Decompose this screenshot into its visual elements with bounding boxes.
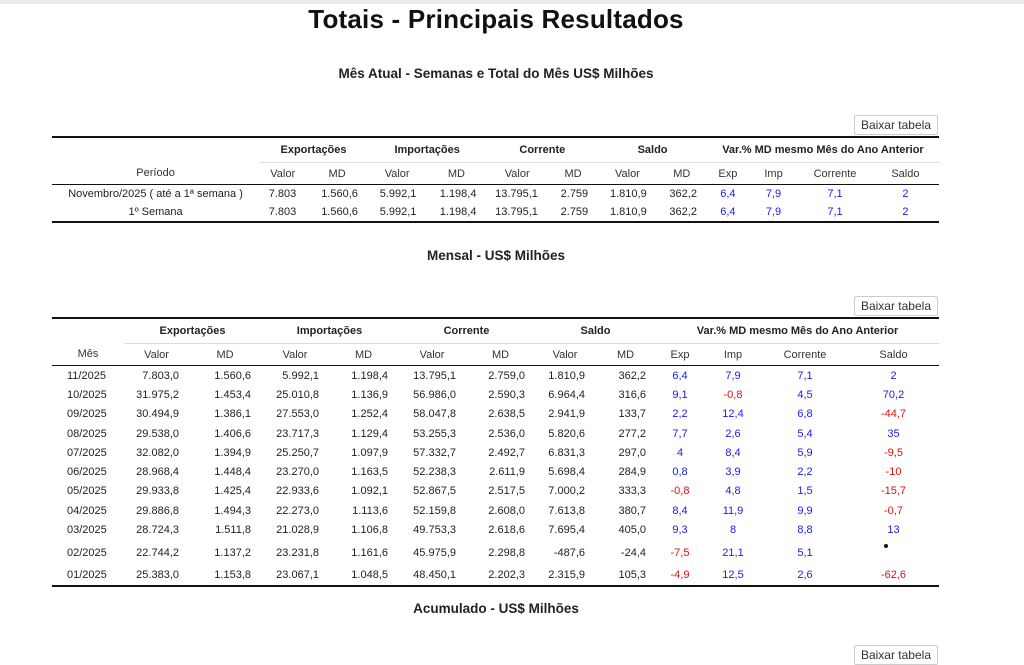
cell-exp-valor: 7.803,0 [142,369,179,382]
cell-cor-md: 2.638,5 [488,408,525,421]
col-header-sal-valor: Valor [535,344,595,366]
cell-cor-valor: 13.795,1 [495,188,538,200]
cell-sal-md: 284,9 [618,466,646,479]
cell-imp-md: 1.163,5 [351,466,388,479]
table-row [52,482,939,501]
cell-mes: 06/2025 [67,466,107,479]
cell-imp-md: 1.161,6 [351,546,388,559]
cell-cor-md: 2.298,8 [488,546,525,559]
cell-v-cor: 7,1 [827,206,843,218]
section-title-acumulado: Acumulado - US$ Milhões [413,601,579,616]
cell-exp-md: 1.386,1 [214,408,251,421]
cell-cor-valor: 56.986,0 [413,388,456,401]
cell-v-exp: 8,4 [672,504,688,517]
col-header-exp-md: MD [306,163,368,185]
col-header-sal-md: MD [657,163,707,185]
cell-exp-valor: 28.968,4 [136,466,179,479]
cell-v-cor: 7,1 [797,369,813,382]
group-exportacoes: Exportações [124,318,261,344]
cell-v-sal: -9,5 [884,446,903,459]
cell-imp-md: 1.106,8 [351,524,388,537]
cell-exp-md: 1.448,4 [214,466,251,479]
cell-v-cor: 4,5 [797,388,813,401]
cell-sal-md: 297,0 [618,446,646,459]
cell-mes: 07/2025 [67,446,107,459]
col-header-cor-valor: Valor [398,344,466,366]
cell-sal-md: 405,0 [618,524,646,537]
cell-v-imp: 21,1 [722,546,744,559]
cell-v-imp: 2,6 [725,427,741,440]
download-table-button[interactable]: Baixar tabela [854,115,938,135]
cell-imp-valor: 21.028,9 [276,524,319,537]
cell-sal-md: 277,2 [618,427,646,440]
cell-v-sal: 2 [902,188,909,200]
cell-v-imp: 7,9 [765,188,782,200]
cell-v-sal: -44,7 [880,408,907,421]
cell-imp-valor: 23.231,8 [276,546,319,559]
cell-imp-md: 1.048,5 [351,569,388,582]
cell-exp-valor: 29.538,0 [136,427,179,440]
cell-imp-valor: 25.010,8 [276,388,319,401]
cell-exp-valor: 7.803 [268,206,297,218]
cell-imp-md: 1.198,4 [439,206,477,218]
table-mensal [52,317,939,587]
col-header-exp-md: MD [189,344,261,366]
cell-imp-valor: 22.933,6 [276,485,319,498]
cell-exp-md: 1.560,6 [321,206,358,218]
cell-sal-valor: 7.000,2 [548,485,585,498]
dot-marker [884,544,888,548]
cell-imp-md: 1.129,4 [351,427,388,440]
cell-periodo: 1º Semana [128,206,183,218]
cell-v-sal: 13 [887,524,900,537]
blank-header [52,318,124,344]
cell-imp-valor: 5.992,1 [282,369,319,382]
cell-cor-md: 2.608,0 [488,504,525,517]
cell-imp-md: 1.092,1 [351,485,388,498]
col-header-cor-valor: Valor [486,163,547,185]
cell-cor-valor: 52.159,8 [413,504,456,517]
cell-v-sal: 2 [902,206,909,218]
table-row [52,185,939,204]
cell-mes: 05/2025 [67,485,107,498]
cell-v-sal: -15,7 [880,485,907,498]
cell-v-imp: 7,9 [725,369,741,382]
cell-mes: 02/2025 [67,546,107,559]
cell-v-cor: 7,1 [827,188,843,200]
cell-sal-md: 333,3 [618,485,646,498]
cell-v-sal: -62,6 [880,569,907,582]
cell-exp-valor: 25.383,0 [136,569,179,582]
cell-v-imp: 4,8 [725,485,741,498]
cell-v-sal: 70,2 [882,388,905,401]
table-row [52,540,939,566]
cell-cor-md: 2.759 [560,188,589,200]
group-saldo: Saldo [535,318,656,344]
cell-cor-valor: 48.450,1 [413,569,456,582]
cell-sal-valor: -487,6 [553,546,585,559]
cell-mes: 04/2025 [67,504,107,517]
cell-exp-valor: 32.082,0 [136,446,179,459]
cell-exp-md: 1.153,8 [214,569,251,582]
cell-imp-md: 1.113,6 [352,504,388,517]
cell-v-imp: 8 [729,524,737,537]
cell-cor-md: 2.517,5 [488,485,525,498]
cell-cor-md: 2.492,7 [488,446,525,459]
cell-mes: 03/2025 [67,524,107,537]
cell-sal-md: 133,7 [618,408,646,421]
cell-imp-valor: 27.553,0 [276,408,319,421]
cell-mes: 11/2025 [67,369,106,382]
cell-sal-md: 105,3 [618,569,646,582]
cell-v-exp: 0,8 [672,466,688,479]
blank-header [52,137,259,163]
cell-v-cor: 9,9 [797,504,813,517]
group-corrente: Corrente [398,318,535,344]
cell-v-exp: -0,8 [670,485,690,498]
cell-sal-valor: 2.315,9 [548,569,585,582]
cell-exp-valor: 29.933,8 [136,485,179,498]
cell-sal-md: 362,2 [669,206,697,218]
table-row [52,405,939,424]
cell-exp-md: 1.394,9 [214,446,251,459]
col-header-var-exp: Exp [656,344,704,366]
cell-exp-md: 1.137,2 [214,546,251,559]
cell-imp-valor: 5.992,1 [379,188,417,200]
cell-v-cor: 8,8 [797,524,813,537]
cell-mes: 10/2025 [67,388,107,401]
table-row [52,462,939,481]
cell-v-imp: 12,5 [722,569,744,582]
table-row [52,520,939,539]
col-header-var-imp: Imp [749,163,798,185]
cell-exp-md: 1.425,4 [214,485,251,498]
cell-v-cor: 1,5 [797,485,813,498]
cell-v-sal: -10 [885,466,902,479]
col-header-exp-valor: Valor [124,344,189,366]
cell-v-sal: -0,7 [884,504,903,517]
cell-imp-md: 1.252,4 [351,408,388,421]
table-row [52,385,939,404]
cell-v-exp: 7,7 [672,427,688,440]
cell-sal-md: 362,2 [618,369,646,382]
cell-v-cor: 2,2 [797,466,813,479]
cell-cor-valor: 52.867,5 [413,485,456,498]
cell-imp-valor: 23.717,3 [276,427,319,440]
cell-sal-md: 380,7 [618,504,646,517]
cell-sal-md: -24,4 [620,546,646,559]
cell-sal-valor: 6.831,3 [548,446,585,459]
cell-v-cor: 6,8 [797,408,813,421]
cell-v-exp: 6,4 [720,206,736,218]
cell-sal-valor: 5.698,4 [548,466,585,479]
cell-v-exp: 9,3 [672,524,688,537]
col-header-var-saldo: Saldo [848,344,939,366]
cell-sal-valor: 7.613,8 [548,504,585,517]
cell-sal-valor: 2.941,9 [548,408,585,421]
cell-imp-valor: 23.270,0 [276,466,319,479]
col-header-periodo: Mês [52,344,124,366]
table-row [52,443,939,462]
group-variacao: Var.% MD mesmo Mês do Ano Anterior [656,318,939,344]
cell-cor-valor: 13.795,1 [495,206,538,218]
cell-cor-md: 2.590,3 [488,388,525,401]
col-header-imp-valor: Valor [261,344,329,366]
cell-exp-md: 1.560,6 [321,188,358,200]
cell-imp-valor: 23.067,1 [276,569,319,582]
cell-exp-valor: 22.744,2 [136,546,179,559]
cell-v-cor: 5,9 [797,446,813,459]
cell-imp-md: 1.198,4 [439,188,477,200]
cell-sal-valor: 1.810,9 [548,369,585,382]
table-row [52,203,939,222]
cell-exp-valor: 30.494,9 [136,408,179,421]
cell-v-sal: 2 [890,369,897,382]
cell-exp-valor: 7.803 [268,188,297,200]
section-title-mensal: Mensal - US$ Milhões [426,248,566,263]
cell-imp-valor: 5.992,1 [379,206,417,218]
cell-exp-md: 1.560,6 [214,369,251,382]
cell-v-exp: 6,4 [720,188,736,200]
cell-v-sal: 35 [887,427,900,440]
page-title: Totais - Principais Resultados [308,4,684,34]
cell-v-exp: 4 [676,446,684,459]
cell-periodo: Novembro/2025 ( até a 1ª semana ) [68,188,243,200]
cell-cor-md: 2.759 [560,206,589,218]
col-header-var-corrente: Corrente [762,344,848,366]
cell-v-imp: 3,9 [725,466,741,479]
col-header-imp-valor: Valor [368,163,427,185]
cell-cor-valor: 13.795,1 [413,369,456,382]
col-header-sal-valor: Valor [598,163,657,185]
cell-imp-valor: 25.250,7 [276,446,319,459]
cell-exp-md: 1.406,6 [214,427,251,440]
cell-imp-md: 1.097,9 [351,446,388,459]
col-header-imp-md: MD [426,163,486,185]
cell-cor-valor: 53.255,3 [413,427,456,440]
col-header-sal-md: MD [595,344,656,366]
cell-sal-md: 316,6 [618,388,646,401]
cell-cor-md: 2.202,3 [488,569,525,582]
section-title-mes-atual: Mês Atual - Semanas e Total do Mês US$ Milhões [338,66,654,81]
cell-exp-valor: 28.724,3 [136,524,179,537]
cell-mes: 08/2025 [67,427,107,440]
col-header-cor-md: MD [548,163,598,185]
cell-v-imp: 12,4 [722,408,744,421]
cell-v-imp: 8,4 [725,446,741,459]
group-exportacoes: Exportações [259,137,368,163]
cell-sal-valor: 5.820,6 [548,427,585,440]
cell-imp-md: 1.136,9 [351,388,388,401]
col-header-var-exp: Exp [707,163,749,185]
cell-sal-md: 362,2 [669,188,697,200]
cell-v-imp: -0,8 [723,388,743,401]
group-saldo: Saldo [598,137,707,163]
group-variacao: Var.% MD mesmo Mês do Ano Anterior [707,137,939,163]
cell-cor-md: 2.536,0 [488,427,525,440]
table-mes-atual [52,136,939,223]
cell-v-exp: 9,1 [672,388,688,401]
cell-v-cor: 5,4 [797,427,813,440]
col-header-cor-md: MD [466,344,535,366]
cell-v-exp: -4,9 [670,569,690,582]
cell-sal-valor: 6.964,4 [548,388,585,401]
col-header-imp-md: MD [329,344,398,366]
cell-v-exp: 2,2 [672,408,688,421]
cell-exp-valor: 29.886,8 [136,504,179,517]
cell-sal-valor: 7.695,4 [548,524,585,537]
cell-v-cor: 2,6 [797,569,813,582]
table-row [52,424,939,443]
cell-v-exp: -7,5 [670,546,690,559]
cell-v-imp: 11,9 [722,504,744,517]
group-importacoes: Importações [368,137,487,163]
cell-imp-valor: 22.273,0 [276,504,319,517]
cell-cor-md: 2.618,6 [488,524,525,537]
cell-exp-md: 1.511,8 [215,524,251,537]
cell-cor-valor: 52.238,3 [413,466,456,479]
cell-cor-md: 2.759,0 [488,369,525,382]
table-row [52,366,939,386]
cell-cor-valor: 57.332,7 [413,446,456,459]
col-header-periodo: Período [52,163,259,185]
cell-v-imp: 7,9 [765,206,782,218]
table-row [52,501,939,520]
cell-v-cor: 5,1 [797,546,813,559]
cell-cor-valor: 49.753,3 [413,524,456,537]
col-header-var-imp: Imp [704,344,762,366]
cell-cor-valor: 58.047,8 [413,408,456,421]
cell-cor-valor: 45.975,9 [413,546,456,559]
cell-cor-md: 2.611,9 [489,466,525,479]
group-importacoes: Importações [261,318,398,344]
cell-exp-valor: 31.975,2 [136,388,179,401]
col-header-exp-valor: Valor [259,163,306,185]
table-row [52,566,939,586]
cell-v-sal [848,540,939,566]
cell-v-exp: 6,4 [672,369,688,382]
cell-mes: 01/2025 [67,569,107,582]
download-table-button[interactable]: Baixar tabela [854,296,938,316]
col-header-var-corrente: Corrente [798,163,872,185]
cell-sal-valor: 1.810,9 [609,206,647,218]
cell-exp-md: 1.453,4 [214,388,251,401]
cell-imp-md: 1.198,4 [351,369,388,382]
cell-exp-md: 1.494,3 [214,504,251,517]
download-table-button[interactable]: Baixar tabela [854,645,938,665]
group-corrente: Corrente [486,137,598,163]
cell-sal-valor: 1.810,9 [609,188,647,200]
col-header-var-saldo: Saldo [872,163,939,185]
cell-mes: 09/2025 [67,408,107,421]
